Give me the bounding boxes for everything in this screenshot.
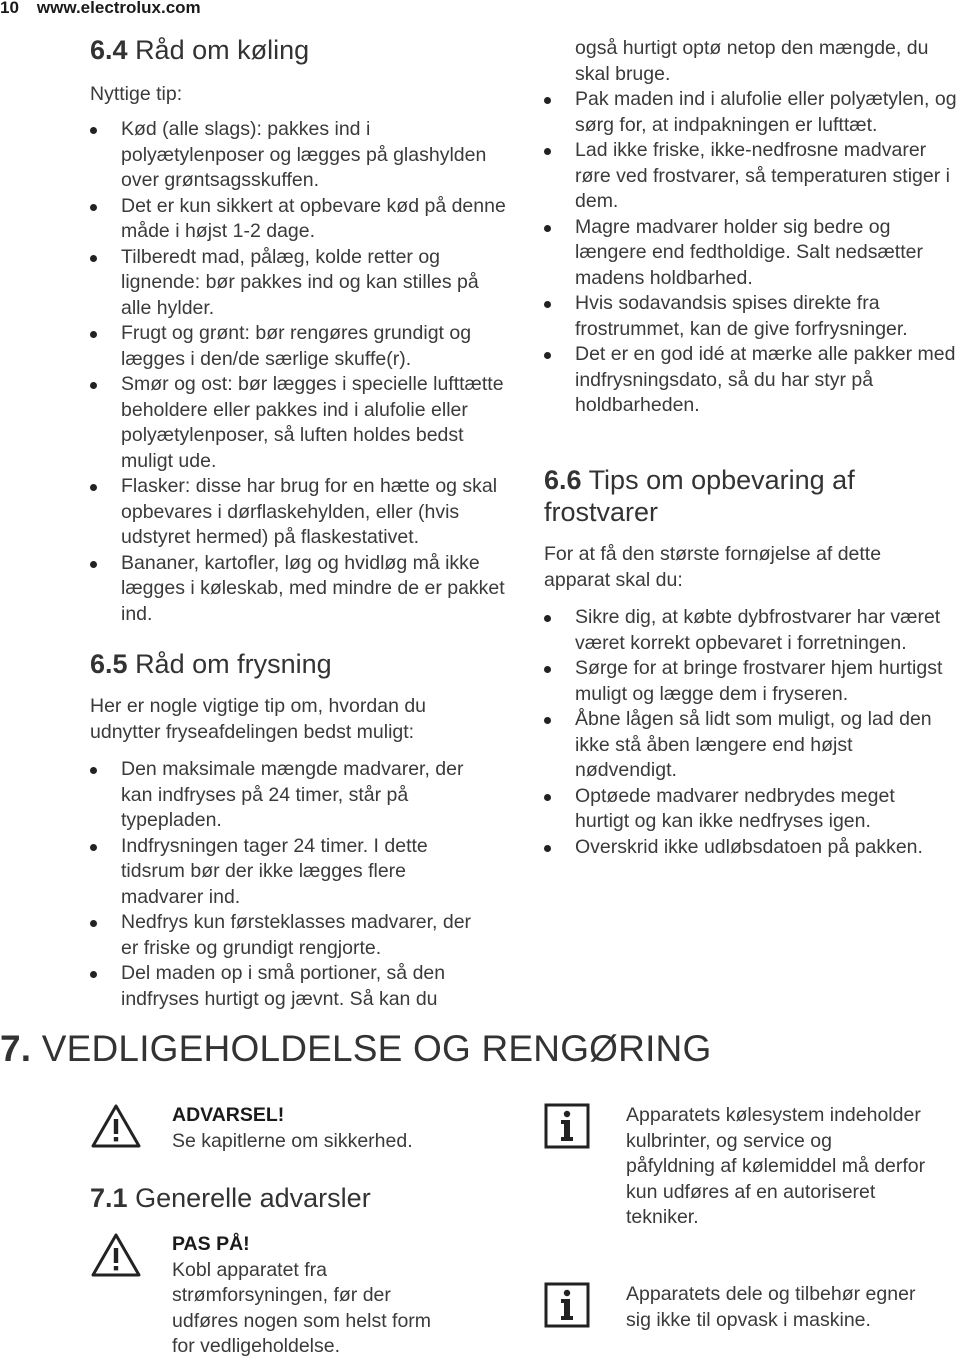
- section-6-6-intro: For at få den største fornøjelse af dette apparat skal du:: [544, 543, 882, 591]
- list-item: Kød (alle slags): pakkes ind i polyætylenposer og lægges på glashylden over grøntsagsskuffen.: [90, 117, 510, 194]
- list-item: Lad ikke friske, ikke-nedfrosne madvarer røre ved frostvarer, så temperaturen stiger i dem.: [544, 138, 960, 215]
- list-item: Det er en god idé at mærke alle pakker med indfrysningsdato, så du har styr på holdbarheden.: [544, 342, 960, 419]
- info-text: Apparatets dele og tilbehør egner sig ikke til opvask i maskine.: [626, 1283, 916, 1331]
- list-item: Sørge for at bringe frostvarer hjem hurtigst muligt og lægge dem i fryseren.: [544, 656, 944, 707]
- section-6-5-list-continued: [544, 87, 960, 419]
- section-7-1-title: 7.1 Generelle advarsler: [90, 1183, 371, 1213]
- list-item: Smør og ost: bør lægges i specielle lufttætte beholdere eller pakkes ind i alufolie eller polyætylenposer, så luften holdes bedst muligt ude.: [90, 372, 510, 474]
- caution-heading: PAS PÅ!: [172, 1233, 250, 1255]
- warning-triangle-icon: [90, 1232, 142, 1283]
- list-item: Indfrysningen tager 24 timer. I dette tidsrum bør der ikke lægges flere madvarer ind.: [90, 834, 490, 911]
- list-item: Det er kun sikkert at opbevare kød på denne måde i højst 1-2 dage.: [90, 194, 510, 245]
- section-6-4-list: [90, 117, 510, 627]
- section-6-5-title: 6.5 Råd om frysning: [90, 649, 332, 679]
- page-header: [0, 0, 201, 18]
- list-item: Den maksimale mængde madvarer, der kan indfryses på 24 timer, står på typepladen.: [90, 757, 490, 834]
- website-url: www.electrolux.com: [36, 0, 201, 17]
- caution-text: Kobl apparatet fra strømforsyningen, før der udføres nogen som helst form for vedligeholdelse.: [172, 1258, 432, 1357]
- info-text: Apparatets kølesystem indeholder kulbrinter, og service og påfyldning af kølemiddel må derfor kun udføres af en autoriseret tekniker.: [626, 1104, 926, 1228]
- section-6-4-title: 6.4 Råd om køling: [90, 35, 310, 65]
- section-6-4-intro: Nyttige tip:: [90, 83, 183, 105]
- info-notice: [544, 1103, 960, 1258]
- list-item: Bananer, kartofler, løg og hvidløg må ikke lægges i køleskab, med mindre de er pakket ind.: [90, 551, 510, 628]
- list-item: Åbne lågen så lidt som muligt, og lad den ikke stå åben længere end højst nødvendigt.: [544, 707, 944, 784]
- list-item: Magre madvarer holder sig bedre og længere end fedtholdige. Salt nedsætter madens holdbarhed.: [544, 215, 960, 292]
- list-item: Tilberedt mad, pålæg, kolde retter og lignende: bør pakkes ind og kan stilles på alle hylder.: [90, 245, 510, 322]
- list-item: Pak maden ind i alufolie eller polyætylen, og sørg for, at indpakningen er lufttæt.: [544, 87, 960, 138]
- warning-triangle-icon: [90, 1103, 142, 1154]
- warning-notice: [90, 1103, 510, 1163]
- caution-notice: [90, 1232, 510, 1357]
- list-item: Hvis sodavandsis spises direkte fra frostrummet, kan de give forfrysninger.: [544, 291, 960, 342]
- list-item: Frugt og grønt: bør rengøres grundigt og lægges i den/de særlige skuffe(r).: [90, 321, 510, 372]
- info-icon: [544, 1282, 590, 1333]
- info-notice: [544, 1282, 960, 1360]
- list-item: Del maden op i små portioner, så den indfryses hurtigt og jævnt. Så kan du: [90, 961, 490, 1012]
- list-item: Flasker: disse har brug for en hætte og skal opbevares i dørflaskehylden, eller (hvis udstyret hermed) på flaskestativet.: [90, 474, 510, 551]
- section-6-5-list: [90, 757, 490, 1012]
- list-item: Optøede madvarer nedbrydes meget hurtigt og kan ikke nedfryses igen.: [544, 784, 944, 835]
- list-item: Nedfrys kun førsteklasses madvarer, der er friske og grundigt rengjorte.: [90, 910, 490, 961]
- warning-heading: ADVARSEL!: [172, 1104, 285, 1126]
- list-item: Sikre dig, at købte dybfrostvarer har været været korrekt opbevaret i forretningen.: [544, 605, 944, 656]
- section-6-5-intro: Her er nogle vigtige tip om, hvordan du udnytter fryseafdelingen bedst muligt:: [90, 695, 427, 743]
- list-item: Overskrid ikke udløbsdatoen på pakken.: [544, 835, 944, 861]
- section-6-6-list: [544, 605, 944, 860]
- chapter-7-title: 7. VEDLIGEHOLDELSE OG RENGØRING: [0, 1028, 712, 1069]
- section-6-6-title: 6.6 Tips om opbevaring af frostvarer: [544, 465, 855, 527]
- section-6-5-continued: også hurtigt optø netop den mængde, du skal bruge.: [575, 37, 929, 85]
- info-icon: [544, 1103, 590, 1154]
- page-number: 10: [0, 0, 19, 17]
- warning-text: Se kapitlerne om sikkerhed.: [172, 1129, 413, 1152]
